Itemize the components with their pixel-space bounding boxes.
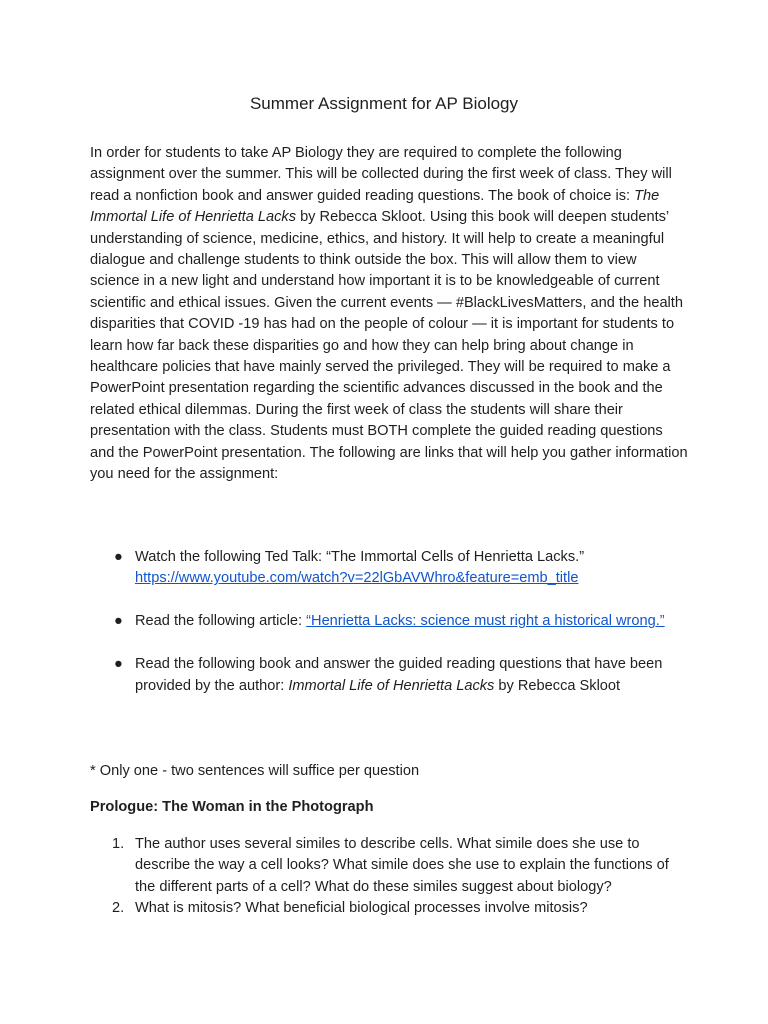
document-body: [90, 143, 690, 917]
bullet-icon: ●: [114, 613, 123, 630]
resource-list: [90, 547, 690, 719]
question-text: The author uses several similes to describe cells. What simile does she use to describe the way a cell looks? What simile does she use to explain the functions of the different parts of a cell? What do these similes suggest about biology?: [135, 836, 669, 895]
question-text: What is mitosis? What beneficial biological processes involve mitosis?: [135, 900, 588, 917]
youtube-link[interactable]: https://www.youtube.com/watch?v=22lGbAVWhro&feature=emb_title: [135, 570, 579, 587]
article-link[interactable]: “Henrietta Lacks: science must right a historical wrong.”: [306, 613, 665, 630]
question-item: [90, 834, 690, 898]
bullet-icon: ●: [114, 656, 123, 673]
intro-text-part1: In order for students to take AP Biology they are required to complete the following assignment over the summer. This will be collected during the first week of class. They will read a nonfiction book and answer guided reading questions. The book of choice is:: [90, 145, 672, 204]
question-list: [90, 834, 690, 920]
bullet-icon: ●: [114, 549, 123, 565]
document-title: Summer Assignment for AP Biology: [249, 94, 519, 113]
note-text: * Only one - two sentences will suffice per question: [90, 763, 420, 779]
ted-talk-text: Watch the following Ted Talk: “The Immortal Cells of Henrietta Lacks.”: [135, 549, 585, 565]
section-heading: Prologue: The Woman in the Photograph: [90, 799, 374, 815]
book-name: Immortal Life of Henrietta Lacks: [288, 677, 495, 694]
intro-text-part2: by Rebecca Skloot. Using this book will deepen students’ understanding of science, medicine, ethics, and history. It will help to create a meaningful dialogue and challenge students to think outside the box. This will allow them to view science in a new light and understand how important it is to be knowledgeable of current scientific and ethical issues. Given the current events — #BlackLivesMatters, and the health disparities that COVID -19 has had on the people of colour — it is important for students to learn how far back these disparities go and how they can help bring about change in healthcare policies that have mainly served the privileged. They will be required to make a PowerPoint presentation regarding the scientific advances discussed in the book and the related ethical dilemmas. During the first week of class the students will share their presentation with the class. Students must BOTH complete the guided reading questions and the PowerPoint presentation. The following are links that will help you gather information you need for the assignment:: [90, 209, 688, 483]
question-number: 2.: [112, 900, 125, 917]
book-author-text: by Rebecca Skloot: [494, 677, 621, 694]
book-instruction-text: Read the following book and answer the guided reading questions that have been provided by the author:: [135, 656, 663, 694]
question-item: [90, 898, 690, 919]
intro-paragraph: [90, 143, 690, 486]
book-title: The Immortal Life of Henrietta Lacks: [90, 187, 660, 226]
list-item-article: [90, 611, 690, 632]
article-text: Read the following article:: [135, 613, 307, 630]
list-item-ted-talk: [90, 547, 690, 590]
question-number: 1.: [112, 836, 125, 852]
list-item-book: [90, 654, 690, 697]
